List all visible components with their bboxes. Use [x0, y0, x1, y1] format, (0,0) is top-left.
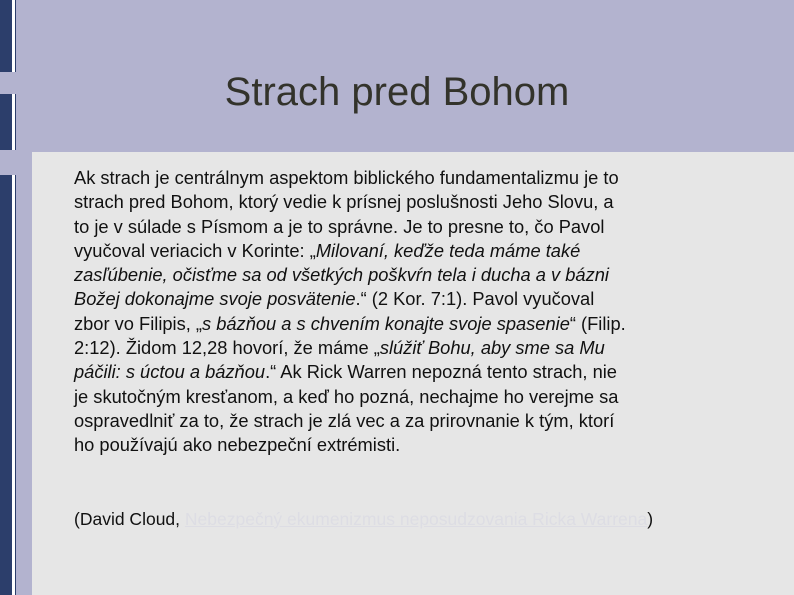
quote-text: s bázňou a s chvením konajte svoje spasenie: [202, 312, 570, 334]
left-accent-bar-bottom: [0, 175, 16, 595]
body-text-run: to je v súlade s Písmom a je to správne. Je to presne to, čo Pavol: [74, 215, 605, 237]
quote-text: páčili: s úctou a bázňou: [74, 361, 266, 383]
body-text-run: ospravedlniť za to, že strach je zlá vec a za prirovnanie k tým, ktorí: [74, 409, 615, 431]
body-line: [74, 433, 754, 457]
body-text-run: “ (Filip.: [569, 312, 626, 334]
body-paragraph: [74, 166, 754, 458]
body-line: [74, 336, 754, 360]
body-text-run: .“ (2 Kor. 7:1). Pavol vyučoval: [355, 288, 595, 310]
body-line: [74, 360, 754, 384]
slide-title: Strach pred Bohom: [224, 70, 570, 114]
body-text-run: 2:12). Židom 12,28 hovorí, že máme „: [74, 337, 380, 359]
citation-suffix: ): [647, 509, 654, 529]
body-line: [74, 312, 754, 336]
body-line: [74, 385, 754, 409]
quote-text: zasľúbenie, očisťme sa od všetkých poškvŕn tela i ducha a v bázni: [74, 264, 609, 286]
body-line: [74, 166, 754, 190]
body-line: [74, 190, 754, 214]
body-line: [74, 215, 754, 239]
body-text-run: ho používajú ako nebezpeční extrémisti.: [74, 434, 401, 456]
citation-link[interactable]: Nebezpečný ekumenizmus neposudzovania Ricka Warrena: [184, 509, 648, 529]
body-text-run: vyučoval veriacich v Korinte: „: [74, 239, 316, 261]
body-line: [74, 263, 754, 287]
citation-prefix: (David Cloud,: [74, 509, 185, 529]
body-line: [74, 409, 754, 433]
citation: [74, 509, 774, 530]
body-line: [74, 239, 754, 263]
body-line: [74, 287, 754, 311]
quote-text: Milovaní, keďže teda máme také: [315, 239, 581, 261]
body-text-run: strach pred Bohom, ktorý vedie k prísnej poslušnosti Jeho Slovu, a: [74, 191, 614, 213]
body-text-run: je skutočným kresťanom, a keď ho pozná, nechajme ho verejme sa: [74, 385, 619, 407]
body-text-run: Ak strach je centrálnym aspektom biblického fundamentalizmu je to: [74, 167, 619, 188]
body-text-run: zbor vo Filipis, „: [74, 312, 202, 334]
quote-text: Božej dokonajme svoje posvätenie: [74, 288, 356, 310]
body-text-run: .“ Ak Rick Warren nepozná tento strach, nie: [265, 361, 617, 383]
left-accent-bar-top: [0, 0, 16, 72]
quote-text: slúžiť Bohu, aby sme sa Mu: [379, 337, 605, 359]
